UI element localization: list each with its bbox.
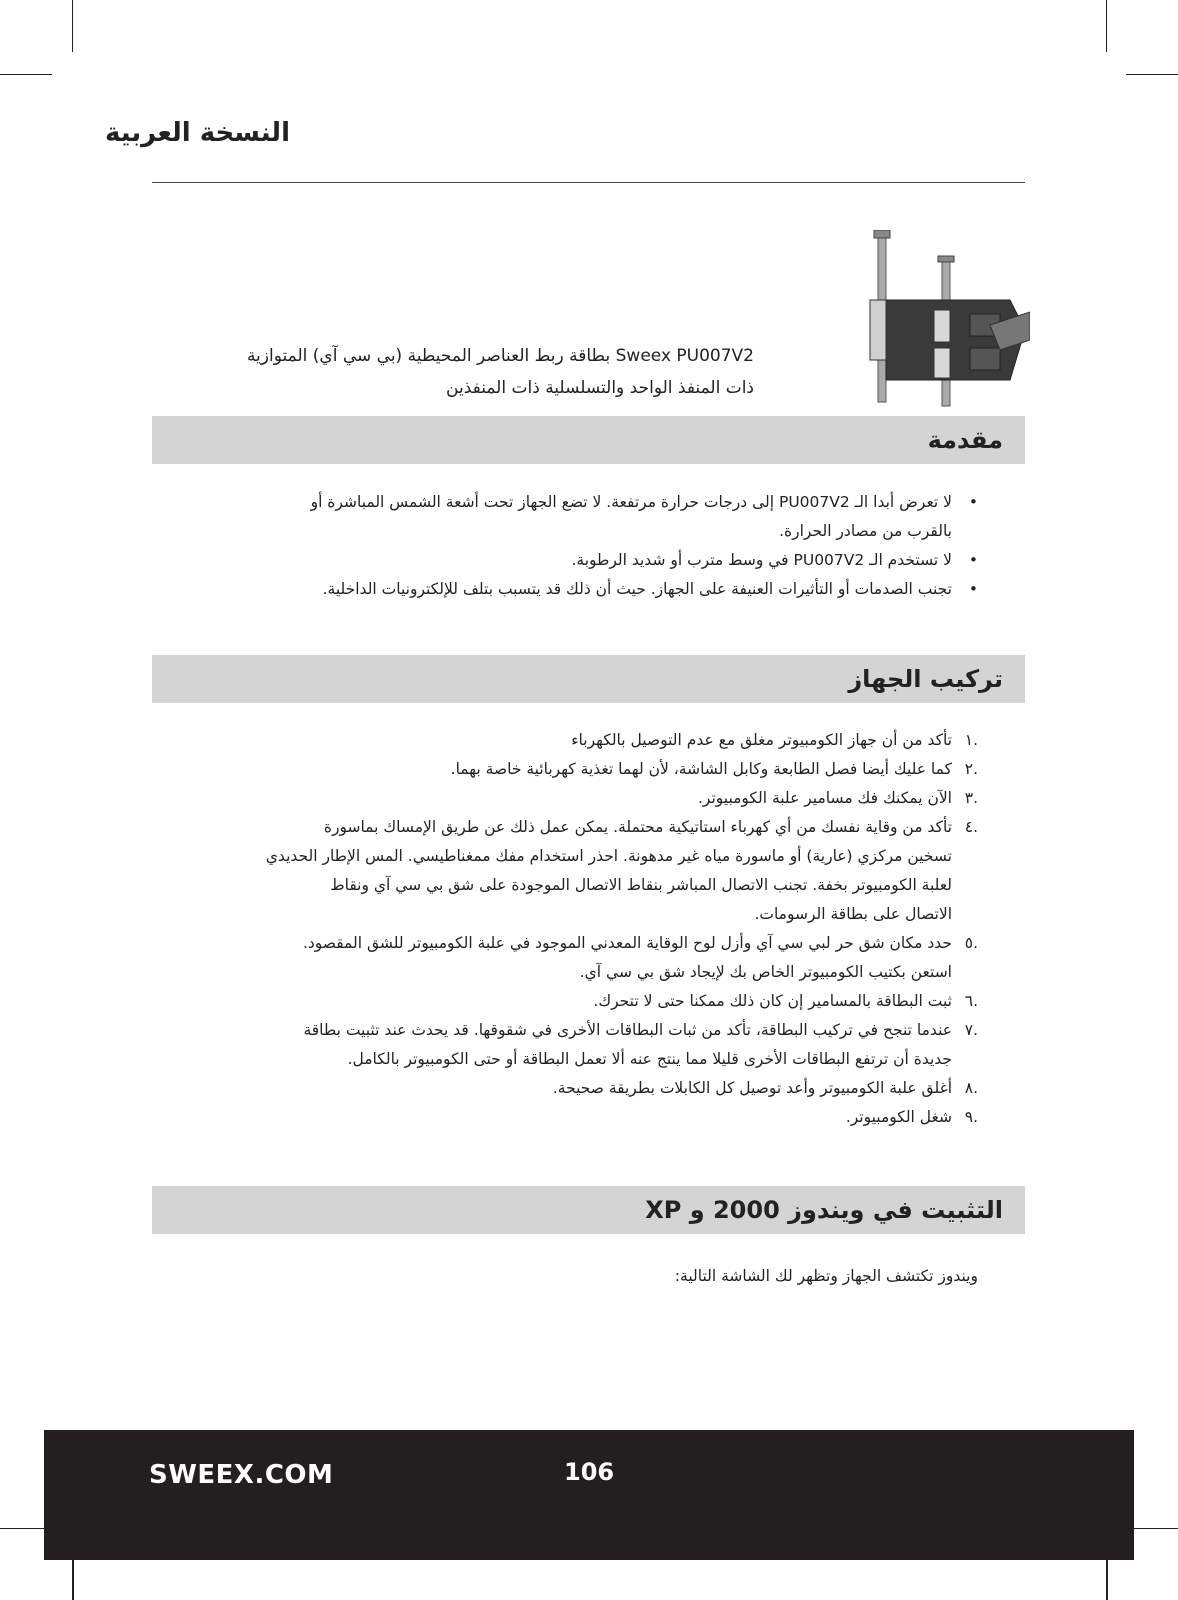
bullet-icon: • [968,580,978,598]
product-intro [154,340,754,404]
step-number: .٩ [964,1108,978,1126]
page-number: 106 [564,1458,615,1486]
step-number: .٨ [964,1079,978,1097]
install-step-3: .٣ الآن يمكنك فك مسامير علبة الكومبيوتر. [148,784,978,813]
crop-mark-top-right-v [1106,0,1107,52]
footer-website-link[interactable]: SWEEX.COM [149,1460,334,1490]
footer-bar [44,1430,1134,1560]
intro-bullet-1: • لا تعرض أبدا الـ PU007V2 إلى درجات حرارة مرتفعة. لا تضع الجهاز تحت أشعة الشمس المباشرة أو [148,488,978,517]
product-intro-line-2: ذات المنفذ الواحد والتسلسلية ذات المنفذين [446,378,754,398]
install-step-2: .٢ كما عليك أيضا فصل الطابعة وكابل الشاشة، لأن لهما تغذية كهربائية خاصة بهما. [148,755,978,784]
install-step-9: .٩ شغل الكومبيوتر. [148,1103,978,1132]
step-number: .٦ [964,992,978,1010]
pci-card-illustration [860,230,1030,420]
install-step-7-line-2: جديدة أن ترتفع البطاقات الأخرى قليلا مما ينتج عنه ألا تعمل البطاقة أو حتى الكومبيوتر بالكامل. [347,1050,952,1068]
install-step-7: .٧ عندما تنجح في تركيب البطاقة، تأكد من ثبات البطاقات الأخرى في شقوقها. قد يحدث عند تثبيت بطاقة [148,1016,978,1045]
crop-mark-top-left-v [72,0,73,52]
section-heading-installation: تركيب الجهاز [152,655,1025,703]
section-heading-windows-install: التثبيت في ويندوز 2000 و XP [152,1186,1025,1234]
install-step-8: .٨ أغلق علبة الكومبيوتر وأعد توصيل كل الكابلات بطريقة صحيحة. [148,1074,978,1103]
intro-bullet-3: • تجنب الصدمات أو التأثيرات العنيفة على الجهاز. حيث أن ذلك قد يتسبب بتلف للإلكترونيات الداخلية. [148,575,978,604]
install-steps-list [148,726,978,1132]
header-divider [152,182,1025,183]
crop-mark-top-left-h [0,74,52,75]
section-heading-introduction: مقدمة [152,416,1025,464]
bullet-icon: • [968,551,978,569]
windows-install-text: ويندوز تكتشف الجهاز وتظهر لك الشاشة التالية: [674,1267,978,1285]
step-number: .٢ [964,760,978,778]
install-step-6: .٦ ثبت البطاقة بالمسامير إن كان ذلك ممكنا حتى لا تتحرك. [148,987,978,1016]
step-number: .٣ [964,789,978,807]
bullet-icon: • [968,493,978,511]
step-number: .١ [964,731,978,749]
step-number: .٧ [964,1021,978,1039]
step-number: .٤ [964,818,978,836]
install-step-4-line-3: لعلبة الكومبيوتر بخفة. تجنب الاتصال المباشر بنقاط الاتصال الموجودة على شق بي سي آي ونقاط [330,876,952,894]
product-intro-line-1: Sweex PU007V2 بطاقة ربط العناصر المحيطية (بي سي آي) المتوازية [246,346,754,366]
step-number: .٥ [964,934,978,952]
install-step-5: .٥ حدد مكان شق حر لبي سي آي وأزل لوح الوقاية المعدني الموجود في علبة الكومبيوتر للشق المقصود. [148,929,978,958]
install-step-1: .١ تأكد من أن جهاز الكومبيوتر مغلق مع عدم التوصيل بالكهرباء [148,726,978,755]
page-title: النسخة العربية [105,118,290,148]
crop-mark-top-right-h [1126,74,1178,75]
install-step-4-line-2: تسخين مركزي (عارية) أو ماسورة مياه غير مدهونة. احذر استخدام مفك ممغناطيسي. المس الإطار الحديدي [265,847,952,865]
intro-bullet-list [148,488,978,604]
install-step-4-line-4: الاتصال على بطاقة الرسومات. [754,905,952,923]
intro-bullet-2: • لا تستخدم الـ PU007V2 في وسط مترب أو شديد الرطوبة. [148,546,978,575]
intro-bullet-1-continued: بالقرب من مصادر الحرارة. [779,522,952,540]
install-step-4: .٤ تأكد من وقاية نفسك من أي كهرباء استاتيكية محتملة. يمكن عمل ذلك عن طريق الإمساك بماسورة [148,813,978,842]
install-step-5-line-2: استعن بكتيب الكومبيوتر الخاص بك لإيجاد شق بي سي آي. [579,963,952,981]
